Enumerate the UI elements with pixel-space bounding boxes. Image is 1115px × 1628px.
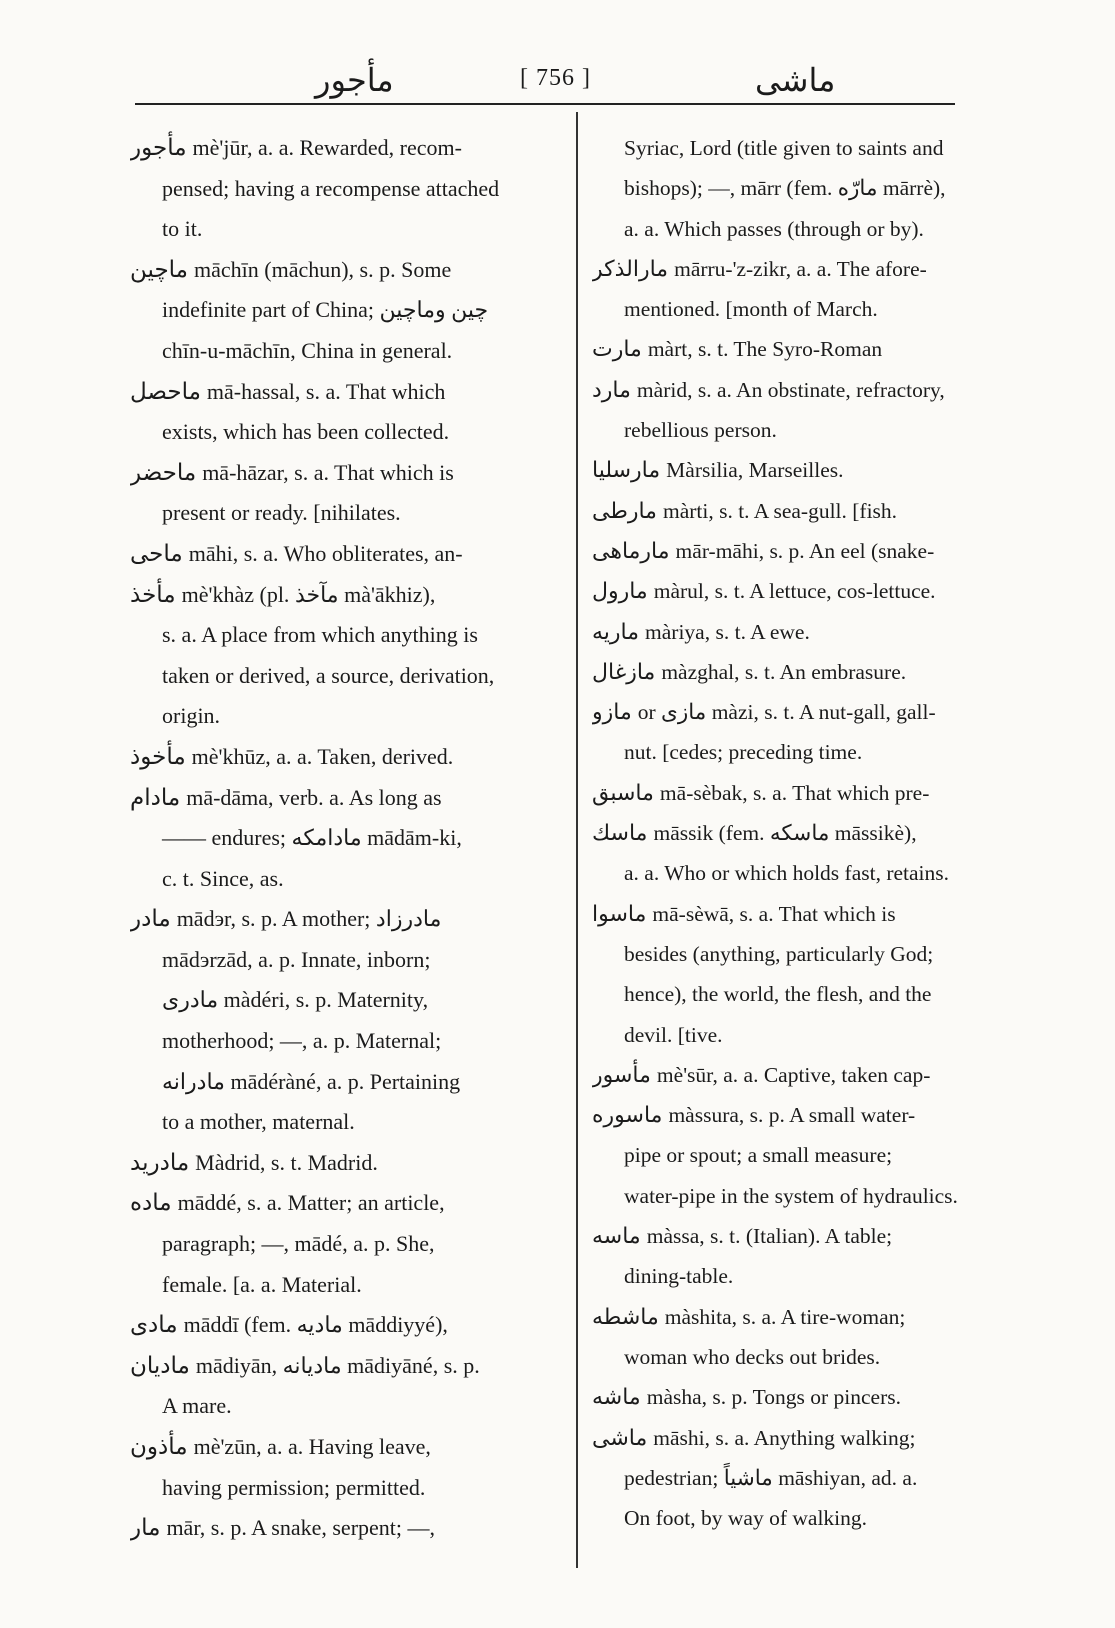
headword-arabic: مارالذکر <box>592 256 669 282</box>
dictionary-line <box>592 1337 962 1377</box>
entry-text: indefinite part of China; چین وماچین <box>162 297 489 323</box>
dictionary-line <box>130 331 560 372</box>
entry-text: mādiyān, مادیانه mādiyāné, s. p. <box>195 1352 480 1378</box>
dictionary-line <box>130 1102 560 1143</box>
dictionary-line <box>130 1062 560 1103</box>
dictionary-line <box>592 209 962 249</box>
entry-text: màshita, s. a. A tire-woman; <box>664 1304 906 1329</box>
dictionary-line <box>130 899 560 940</box>
dictionary-line <box>592 1216 962 1256</box>
entry-text: rebellious person. <box>624 418 777 443</box>
dictionary-line <box>130 859 560 900</box>
column-divider <box>576 112 578 1568</box>
dictionary-line <box>130 169 560 210</box>
dictionary-line <box>130 290 560 331</box>
dictionary-line <box>592 289 962 329</box>
headword-arabic: ماسبق <box>592 780 654 806</box>
dictionary-line <box>592 853 962 893</box>
entry-text: māshi, s. a. Anything walking; <box>653 1425 916 1450</box>
entry-text: māddé, s. a. Matter; an article, <box>177 1190 445 1216</box>
headword-arabic: مأخذ <box>130 581 176 608</box>
entry-text: màssa, s. t. (Italian). A table; <box>646 1224 893 1249</box>
dictionary-line <box>130 128 560 169</box>
entry-text: to it. <box>162 216 203 242</box>
headword-arabic: ماچین <box>130 256 188 283</box>
dictionary-line <box>130 1386 560 1427</box>
entry-text: hence), the world, the flesh, and the <box>624 982 932 1007</box>
headword-arabic: مأجور <box>130 135 187 161</box>
entry-text: taken or derived, a source, derivation, <box>162 662 495 688</box>
entry-text: origin. <box>162 703 221 729</box>
dictionary-line <box>592 1377 962 1417</box>
headword-arabic: ماسوره <box>592 1103 663 1129</box>
headword-arabic: ماسوا <box>592 901 647 927</box>
dictionary-line <box>592 1055 962 1095</box>
dictionary-line <box>130 737 560 778</box>
entry-text: mārru-'z-zikr, a. a. The afore- <box>674 256 927 281</box>
entry-text: màrti, s. t. A sea-gull. [fish. <box>662 498 898 523</box>
entry-text: mā-sèwā, s. a. That which is <box>652 901 896 926</box>
dictionary-line <box>592 813 962 853</box>
dictionary-line <box>130 1427 560 1468</box>
dictionary-line <box>130 1224 560 1265</box>
dictionary-line <box>592 652 962 692</box>
dictionary-line <box>130 575 560 616</box>
entry-text: mā-dāma, verb. a. As long as <box>186 784 442 810</box>
entry-text: or مازی màzi, s. t. A nut-gall, gall- <box>637 700 936 725</box>
dictionary-line <box>592 531 962 571</box>
dictionary-line <box>592 571 962 611</box>
headword-arabic: مأسور <box>592 1062 651 1088</box>
dictionary-line <box>130 493 560 534</box>
dictionary-line <box>130 250 560 291</box>
dictionary-line <box>592 1176 962 1216</box>
headword-arabic: ماسه <box>592 1224 641 1250</box>
entry-text: pedestrian; ماشیاً māshiyan, ad. a. <box>624 1465 918 1490</box>
dictionary-line <box>592 1256 962 1296</box>
page-number: [ 756 ] <box>520 65 591 91</box>
dictionary-line <box>130 453 560 494</box>
headword-arabic: مادرید <box>130 1149 190 1176</box>
entry-text: pipe or spout; a small measure; <box>624 1143 893 1168</box>
headword-arabic: مأخوذ <box>130 743 186 770</box>
header-rule <box>135 103 955 105</box>
headword-arabic: مارد <box>592 377 631 403</box>
dictionary-line <box>592 128 962 168</box>
entry-text: woman who decks out brides. <box>624 1344 881 1369</box>
dictionary-line <box>592 1135 962 1175</box>
entry-text: mè'khūz, a. a. Taken, derived. <box>191 743 454 769</box>
entry-text: mādэrzād, a. p. Innate, inborn; <box>162 946 431 972</box>
entry-text: dining-table. <box>624 1264 734 1289</box>
dictionary-line <box>130 1305 560 1346</box>
dictionary-line <box>130 412 560 453</box>
page-header <box>135 55 955 100</box>
entry-text: màssura, s. p. A small water- <box>668 1103 916 1128</box>
entry-text: Màdrid, s. t. Madrid. <box>195 1149 378 1175</box>
entry-text: mè'sūr, a. a. Captive, taken cap- <box>656 1062 931 1087</box>
entry-text: màrid, s. a. An obstinate, refractory, <box>636 377 945 402</box>
dictionary-line <box>130 1021 560 1062</box>
dictionary-line <box>130 1183 560 1224</box>
dictionary-line <box>592 1015 962 1055</box>
entry-text: On foot, by way of walking. <box>624 1506 868 1531</box>
headword-arabic: ماده <box>130 1190 172 1217</box>
entry-text: female. [a. a. Material. <box>162 1271 362 1297</box>
headword-arabic: ماشه <box>592 1385 641 1411</box>
entry-text: mār-māhi, s. p. An eel (snake- <box>675 538 935 563</box>
headword-arabic: مادام <box>130 784 181 811</box>
entry-text: māddī (fem. مادیه māddiyyé), <box>183 1312 448 1338</box>
entry-text: màriya, s. t. A ewe. <box>645 619 810 644</box>
entry-text: màsha, s. p. Tongs or pincers. <box>646 1385 901 1410</box>
entry-text: water-pipe in the system of hydraulics. <box>624 1183 958 1208</box>
entry-text: mā-sèbak, s. a. That which pre- <box>659 780 930 805</box>
entry-text: c. t. Since, as. <box>162 865 284 891</box>
headword-arabic: مارول <box>592 579 648 605</box>
entry-text: having permission; permitted. <box>162 1474 426 1500</box>
headword-arabic: ماشی <box>592 1425 648 1451</box>
entry-text: mè'jūr, a. a. Rewarded, recom- <box>192 135 462 160</box>
entry-text: A mare. <box>162 1393 232 1419</box>
entry-text: paragraph; —, mādé, a. p. She, <box>162 1231 435 1257</box>
headword-arabic: مادی <box>130 1312 178 1339</box>
header-right-guide-word: ماشی <box>755 62 836 98</box>
dictionary-line <box>592 974 962 1014</box>
dictionary-line <box>592 249 962 289</box>
dictionary-line <box>592 370 962 410</box>
entry-text: mā-hāzar, s. a. That which is <box>202 459 454 485</box>
headword-arabic: مارماهی <box>592 538 670 564</box>
dictionary-line <box>592 732 962 772</box>
entry-text: present or ready. [nihilates. <box>162 500 401 526</box>
dictionary-line <box>130 778 560 819</box>
entry-text: nut. [cedes; preceding time. <box>624 740 863 765</box>
dictionary-line <box>592 1418 962 1458</box>
entry-text: màzghal, s. t. An embrasure. <box>661 659 907 684</box>
entry-text: màrul, s. t. A lettuce, cos-lettuce. <box>653 579 936 604</box>
dictionary-line <box>592 491 962 531</box>
dictionary-line <box>592 1095 962 1135</box>
entry-text: besides (anything, particularly God; <box>624 941 934 966</box>
dictionary-line <box>130 980 560 1021</box>
headword-arabic: مادیان <box>130 1352 190 1379</box>
dictionary-line <box>130 1143 560 1184</box>
dictionary-line <box>592 773 962 813</box>
entry-text: mentioned. [month of March. <box>624 297 878 322</box>
entry-text: to a mother, maternal. <box>162 1109 355 1135</box>
entry-text: māhi, s. a. Who obliterates, an- <box>188 540 463 566</box>
entry-text: مادرانه mādéràné, a. p. Pertaining <box>162 1068 461 1094</box>
entry-text: māchīn (māchun), s. p. Some <box>194 256 452 282</box>
entry-text: màrt, s. t. The Syro-Roman <box>647 337 883 362</box>
headword-arabic: ماحصل <box>130 378 201 405</box>
dictionary-line <box>130 1346 560 1387</box>
headword-arabic: مارسلیا <box>592 458 661 484</box>
dictionary-line <box>130 1468 560 1509</box>
entry-text: mè'khàz (pl. مآخذ mà'ākhiz), <box>181 581 436 607</box>
left-column <box>130 128 560 1549</box>
entry-text: chīn-u-māchīn, China in general. <box>162 337 453 363</box>
entry-text: a. a. Which passes (through or by). <box>624 216 924 241</box>
dictionary-line <box>130 372 560 413</box>
headword-arabic: ماسك <box>592 821 648 847</box>
right-column <box>592 128 962 1538</box>
headword-arabic: ماشطه <box>592 1304 659 1330</box>
entry-text: māssik (fem. ماسکه māssikè), <box>653 821 917 846</box>
headword-arabic: مأذون <box>130 1434 188 1460</box>
dictionary-line <box>130 1508 560 1549</box>
dictionary-line <box>592 894 962 934</box>
headword-arabic: مار <box>130 1515 161 1542</box>
dictionary-line <box>130 696 560 737</box>
dictionary-line <box>592 692 962 732</box>
entry-text: mè'zūn, a. a. Having leave, <box>193 1434 431 1459</box>
entry-text: exists, which has been collected. <box>162 419 450 445</box>
dictionary-line <box>130 209 560 250</box>
headword-arabic: ماحی <box>130 540 183 567</box>
headword-arabic: مارطی <box>592 498 657 524</box>
dictionary-line <box>592 1458 962 1498</box>
entry-text: motherhood; —, a. p. Maternal; <box>162 1028 442 1054</box>
dictionary-line <box>592 168 962 208</box>
entry-text: —— endures; مادامکه mādām-ki, <box>162 825 462 851</box>
entry-text: Syriac, Lord (title given to saints and <box>624 136 944 160</box>
dictionary-line <box>130 615 560 656</box>
dictionary-line <box>592 934 962 974</box>
headword-arabic: مازو <box>592 700 632 726</box>
entry-text: bishops); —, mārr (fem. مارّه mārrè), <box>624 176 946 201</box>
dictionary-line <box>130 940 560 981</box>
dictionary-line <box>592 410 962 450</box>
entry-text: a. a. Who or which holds fast, retains. <box>624 861 950 886</box>
dictionary-line <box>592 1498 962 1538</box>
entry-text: pensed; having a recompense attached <box>162 175 500 201</box>
dictionary-line <box>130 534 560 575</box>
entry-text: devil. [tive. <box>624 1022 723 1047</box>
dictionary-line <box>130 656 560 697</box>
entry-text: Màrsilia, Marseilles. <box>666 458 844 483</box>
entry-text: mār, s. p. A snake, serpent; —, <box>166 1515 436 1541</box>
headword-arabic: ماریه <box>592 619 640 645</box>
header-left-guide-word: مأجور <box>315 62 394 98</box>
entry-text: mādэr, s. p. A mother; مادرزاد <box>176 906 442 932</box>
dictionary-line <box>592 1297 962 1337</box>
dictionary-line <box>592 329 962 369</box>
dictionary-line <box>592 450 962 490</box>
entry-text: mā-hassal, s. a. That which <box>206 378 446 404</box>
headword-arabic: ماحضر <box>130 459 197 486</box>
headword-arabic: مادر <box>130 906 171 933</box>
entry-text: مادری màdéri, s. p. Maternity, <box>162 987 429 1013</box>
headword-arabic: مارت <box>592 337 642 363</box>
dictionary-line <box>592 612 962 652</box>
dictionary-line <box>130 1265 560 1306</box>
headword-arabic: مازغال <box>592 659 656 685</box>
entry-text: s. a. A place from which anything is <box>162 622 478 648</box>
dictionary-line <box>130 818 560 859</box>
